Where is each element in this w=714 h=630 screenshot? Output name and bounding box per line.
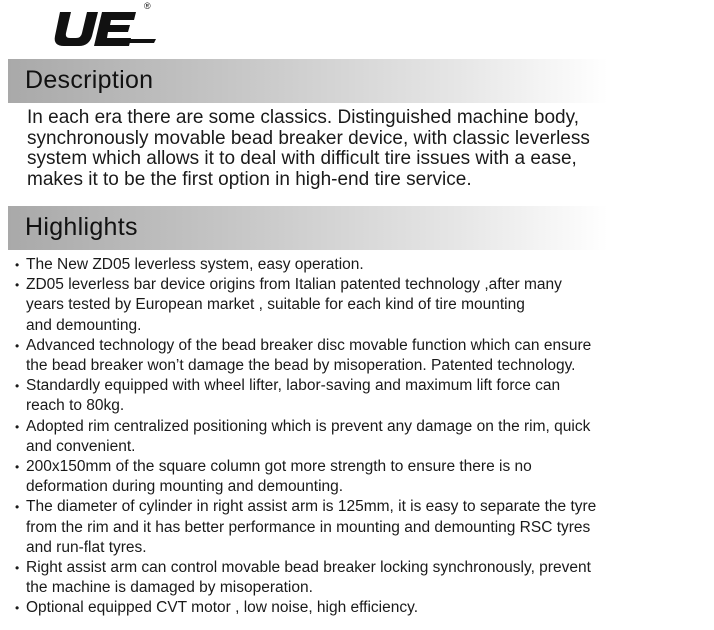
highlight-line: ZD05 leverless bar device origins from Italian patented technology ,after many (26, 276, 562, 294)
highlight-item (14, 275, 674, 336)
highlight-item (14, 336, 674, 376)
description-line: makes it to be the first option in high-end tire service. (27, 168, 472, 190)
description-line: synchronously movable bead breaker device, with classic leverless (27, 127, 590, 149)
highlight-line: Advanced technology of the bead breaker disc movable function which can ensure (26, 336, 592, 354)
highlight-line: Adopted rim centralized positioning which is prevent any damage on the rim, quick (26, 417, 591, 435)
highlight-item (14, 598, 674, 618)
highlight-line: and demounting. (26, 316, 142, 334)
highlight-item (14, 497, 674, 558)
highlights-heading: Highlights (25, 213, 138, 241)
highlight-line: the bead breaker won’t damage the bead by misoperation. Patented technology. (26, 357, 576, 375)
highlight-line: Right assist arm can control movable bead breaker locking synchronously, prevent (26, 559, 591, 577)
description-text (27, 108, 667, 190)
highlight-item (14, 376, 674, 416)
highlight-line: Optional equipped CVT motor , low noise, high efficiency. (26, 599, 419, 617)
highlight-item (14, 457, 674, 497)
highlight-line: deformation during mounting and demounting. (26, 478, 344, 496)
highlights-list (14, 255, 674, 619)
brand-logo (50, 2, 160, 50)
bullet-icon: • (15, 601, 20, 616)
description-line: In each era there are some classics. Distinguished machine body, (27, 107, 579, 128)
highlight-item (14, 417, 674, 457)
highlight-line: and convenient. (26, 437, 136, 455)
highlight-line: The diameter of cylinder in right assist arm is 125mm, it is easy to separate the tyre (26, 498, 597, 516)
highlight-line: 200x150mm of the square column got more strength to ensure there is no (26, 458, 532, 476)
highlight-line: and run-flat tyres. (26, 538, 147, 556)
bullet-icon: • (15, 379, 20, 394)
bullet-icon: • (15, 278, 20, 293)
highlight-item (14, 558, 674, 598)
highlight-line: from the rim and it has better performance in mounting and demounting RSC tyres (26, 518, 591, 536)
highlight-line: Standardly equipped with wheel lifter, labor-saving and maximum lift force can (26, 377, 561, 395)
description-line: system which allows it to deal with difficult tire issues with a ease, (27, 148, 577, 169)
highlight-line: reach to 80kg. (26, 397, 125, 415)
bullet-icon: • (15, 500, 20, 515)
highlight-item (14, 255, 674, 275)
bullet-icon: • (15, 460, 20, 475)
highlight-line: the machine is damaged by misoperation. (26, 579, 313, 597)
bullet-icon: • (15, 419, 20, 434)
trademark-mark: ® (144, 1, 151, 11)
highlights-header-bar (8, 206, 608, 250)
highlight-line: years tested by European market , suitable for each kind of tire mounting (26, 296, 525, 314)
bullet-icon: • (15, 258, 20, 272)
bullet-icon: • (15, 338, 20, 353)
bullet-icon: • (15, 561, 20, 576)
description-header-bar (8, 59, 608, 103)
highlight-line: The New ZD05 leverless system, easy operation. (26, 256, 364, 273)
description-heading: Description (25, 66, 154, 94)
